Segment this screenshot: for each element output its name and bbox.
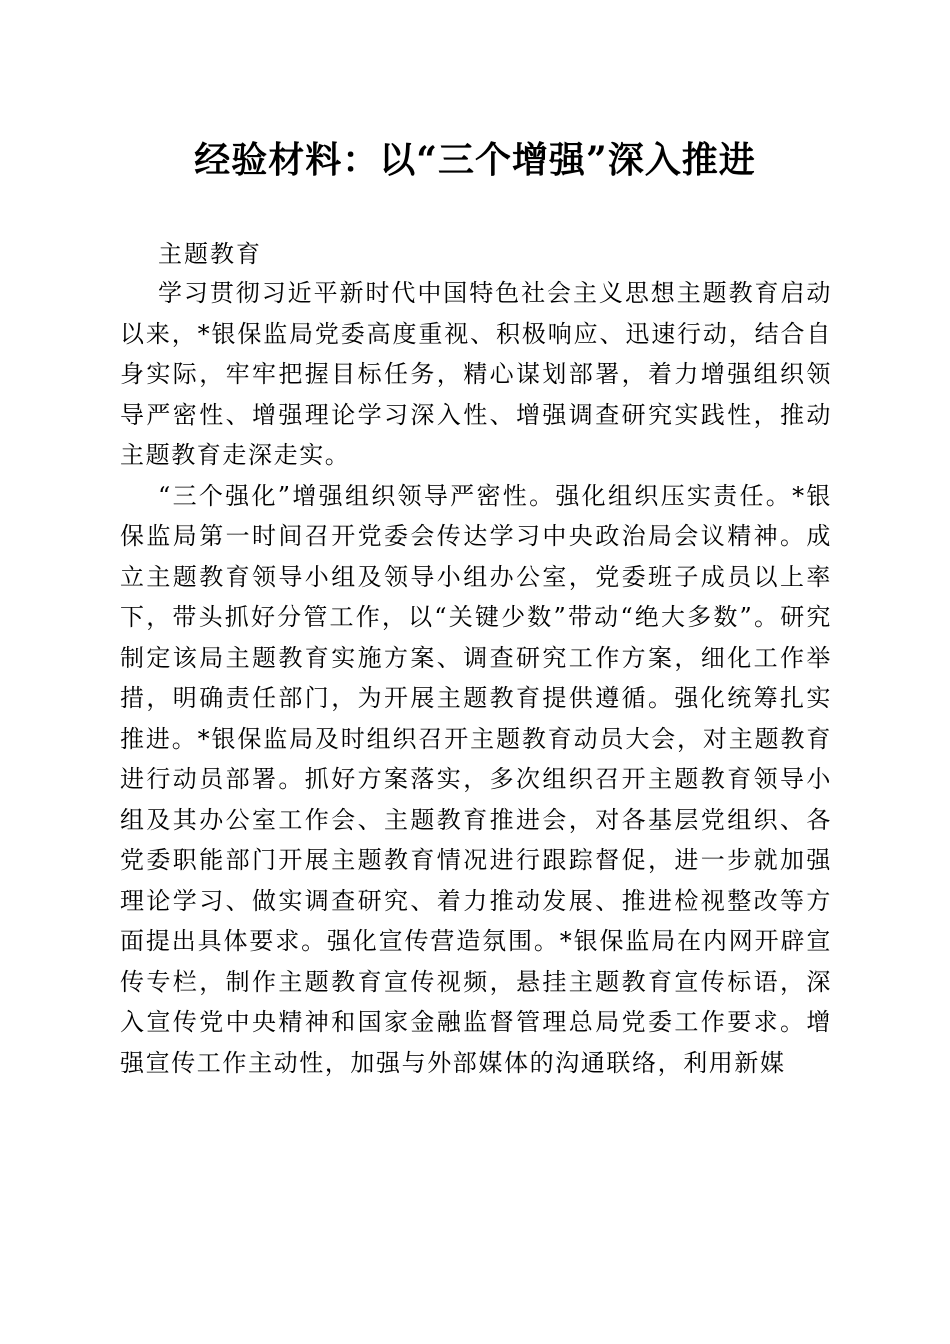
document-body [120, 273, 832, 1083]
document-subtitle: 主题教育 [158, 240, 262, 268]
paragraph-organization-leadership: “三个强化”增强组织领导严密性。强化组织压实责任。*银保监局第一时间召开党委会传达学习中央政治局会议精神。成立主题教育领导小组及领导小组办公室，党委班子成员以上率下，带头抓好分管工作，以“关键少数”带动“绝大多数”。研究制定该局主题教育实施方案、调查研究工作方案，细化工作举措，明确责任部门，为开展主题教育提供遵循。强化统筹扎实推进。*银保监局及时组织召开主题教育动员大会，对主题教育进行动员部署。抓好方案落实，多次组织召开主题教育领导小组及其办公室工作会、主题教育推进会，对各基层党组织、各党委职能部门开展主题教育情况进行跟踪督促，进一步就加强理论学习、做实调查研究、着力推动发展、推进检视整改等方面提出具体要求。强化宣传营造氛围。*银保监局在内网开辟宣传专栏，制作主题教育宣传视频，悬挂主题教育宣传标语，深入宣传党中央精神和国家金融监督管理总局党委工作要求。增强宣传工作主动性，加强与外部媒体的沟通联络，利用新媒 [120, 481, 832, 1077]
document-title: 经验材料：以“三个增强”深入推进 [194, 139, 756, 181]
paragraph-intro: 学习贯彻习近平新时代中国特色社会主义思想主题教育启动以来，*银保监局党委高度重视、积极响应、迅速行动，结合自身实际，牢牢把握目标任务，精心谋划部署，着力增强组织领导严密性、增强理论学习深入性、增强调查研究实践性，推动主题教育走深走实。 [120, 279, 832, 469]
